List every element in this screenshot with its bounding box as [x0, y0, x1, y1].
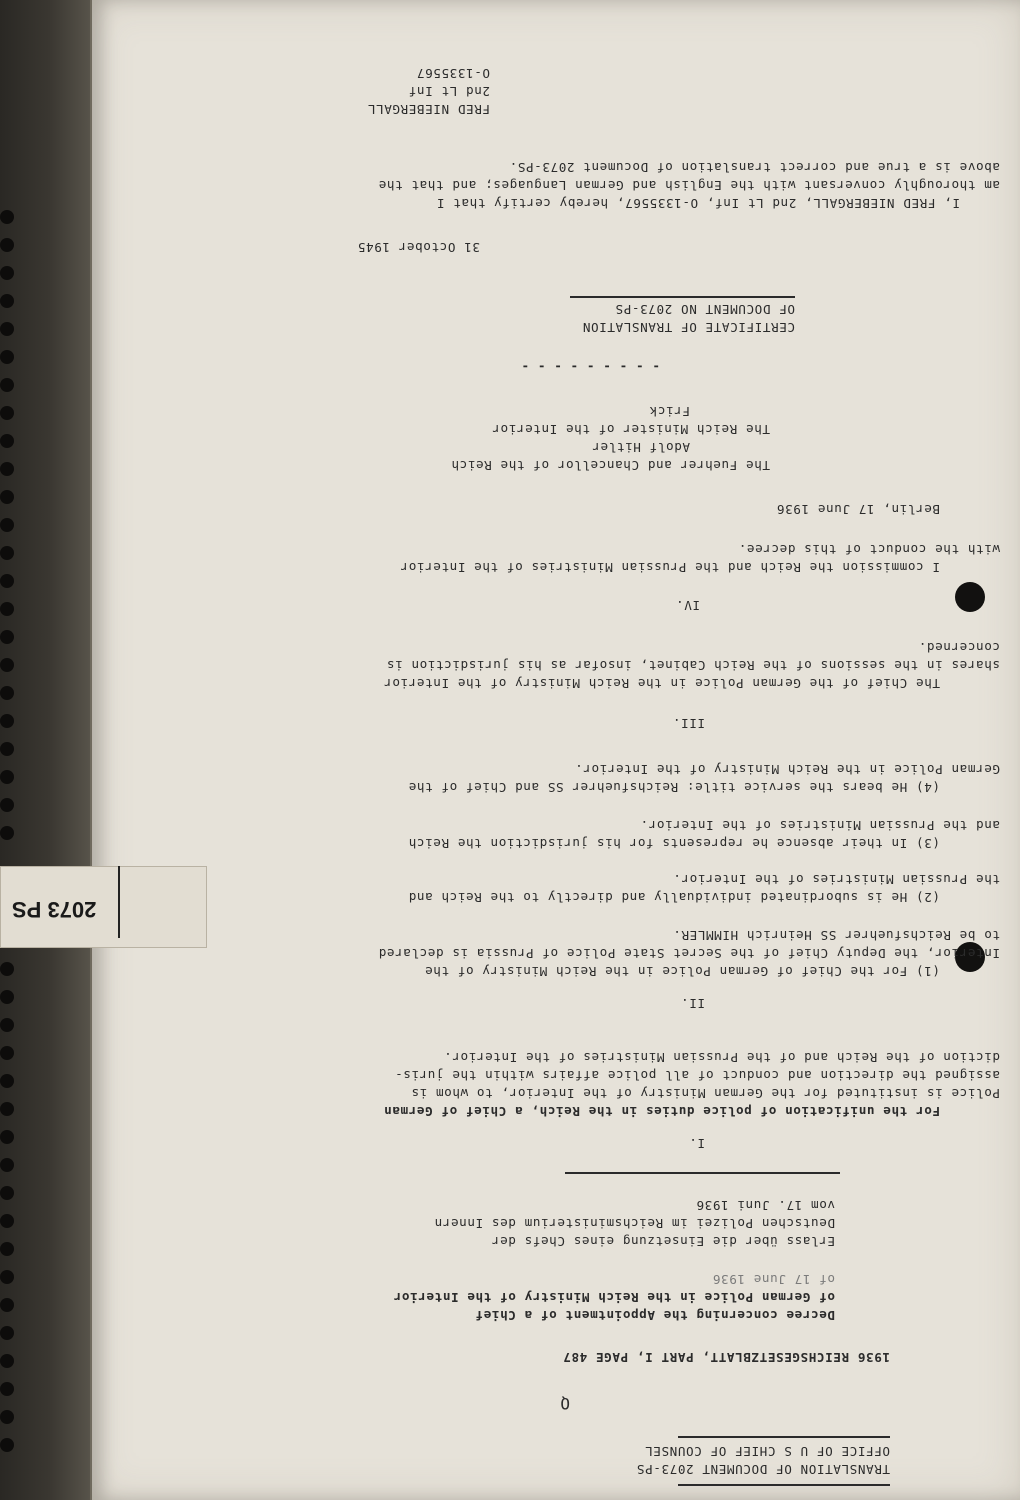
title-german-1: Erlass über die Einsetzung eines Chefs der	[491, 1234, 835, 1249]
section-heading: II.	[680, 996, 705, 1011]
section-3-line: concerned.	[918, 640, 1000, 655]
binder-ring	[0, 630, 14, 644]
section-2-line: (2) He is subordinated individually and directly to the Reich and	[408, 890, 940, 905]
header-rule	[678, 1484, 890, 1486]
binder-ring	[0, 826, 14, 840]
signature-place-date: Berlin, 17 June 1936	[776, 502, 940, 517]
section-4-line: with the conduct of this decree.	[738, 542, 1000, 557]
section-1-line: Police is instituted for the German Ministry of the Interior, to whom is	[410, 1086, 1000, 1101]
title-rule	[565, 1172, 840, 1174]
separator-dashes: - - - - - - - - -	[520, 360, 660, 375]
header-rule	[678, 1436, 890, 1438]
certifier-rank: 2nd Lt Inf	[408, 84, 490, 99]
binder-ring	[0, 406, 14, 420]
section-2-line: German Police in the Reich Ministry of the Interior.	[574, 762, 1000, 777]
binder-ring	[0, 714, 14, 728]
section-1-line: assigned the direction and conduct of all police affairs within the juris-	[394, 1068, 1000, 1083]
binder-ring	[0, 798, 14, 812]
binder-ring	[0, 1326, 14, 1340]
typed-document	[92, 0, 1020, 1500]
binder-ring	[0, 1130, 14, 1144]
title-english-2: of German Police in the Reich Ministry of the Interior	[393, 1290, 835, 1305]
binder-ring	[0, 1074, 14, 1088]
section-heading: III.	[672, 716, 705, 731]
binder-ring	[0, 1382, 14, 1396]
title-english-1: Decree concerning the Appointment of a Chief	[474, 1308, 835, 1323]
binder-ring	[0, 1242, 14, 1256]
certifier-name: FRED NIEBERGALL	[367, 102, 490, 117]
section-2-line: (1) For the Chief of German Police in the Reich Ministry of the	[424, 964, 940, 979]
certificate-date: 31 October 1945	[357, 240, 480, 255]
section-2-line: (3) In their absence he represents for his jurisdiction the Reich	[408, 836, 940, 851]
section-4-line: I commission the Reich and the Prussian Ministries of the Interior	[399, 560, 940, 575]
signature-line: Adolf Hitler	[591, 440, 690, 455]
section-heading: I.	[688, 1136, 705, 1151]
binder-ring	[0, 658, 14, 672]
binder-ring	[0, 1158, 14, 1172]
binder-ring	[0, 1410, 14, 1424]
binder-ring	[0, 238, 14, 252]
binder-ring	[0, 1102, 14, 1116]
binder-ring	[0, 1214, 14, 1228]
section-2-line: and the Prussian Ministries of the Interior.	[639, 818, 1000, 833]
binder-ring	[0, 378, 14, 392]
binder-ring	[0, 1438, 14, 1452]
source-citation: 1936 REICHSGESETZBLATT, PART I, PAGE 487	[562, 1350, 890, 1365]
binder-ring	[0, 462, 14, 476]
signature-line: The Reich Minister of the Interior	[491, 422, 770, 437]
certificate-body-line: am thoroughly conversant with the English and German Languages; and that the	[378, 178, 1000, 193]
section-3-line: shares in the sessions of the Reich Cabinet, insofar as his jurisdiction is	[386, 658, 1000, 673]
section-2-line: (4) He bears the service title: Reichsfuehrer SS and Chief of the	[408, 780, 940, 795]
binder-ring	[0, 210, 14, 224]
binder-ring	[0, 1018, 14, 1032]
section-3-line: The Chief of the German Police in the Reich Ministry of the Interior	[383, 676, 940, 691]
binder-ring	[0, 602, 14, 616]
certificate-body-line: above is a true and correct translation of Document 2073-PS.	[509, 160, 1000, 175]
binder-ring	[0, 518, 14, 532]
binder-ring	[0, 990, 14, 1004]
header-line-1: TRANSLATION OF DOCUMENT 2073-PS	[636, 1462, 890, 1477]
section-2-line: Interior, the Deputy Chief of the Secret State Police of Prussia is declared	[378, 946, 1000, 961]
section-2-line: the Prussian Ministries of the Interior.	[672, 872, 1000, 887]
binder-ring	[0, 322, 14, 336]
binder-ring	[0, 350, 14, 364]
handwritten-mark: Q	[559, 1394, 570, 1413]
binder-ring	[0, 266, 14, 280]
binder-ring	[0, 742, 14, 756]
header-line-2: OFFICE OF U S CHIEF OF COUNSEL	[644, 1444, 890, 1459]
binder-ring	[0, 434, 14, 448]
binder-ring	[0, 1186, 14, 1200]
binder-ring	[0, 1354, 14, 1368]
binder-ring	[0, 546, 14, 560]
certifier-serial: O-1335567	[416, 66, 490, 81]
binder-ring	[0, 1046, 14, 1060]
title-english-3: of 17 June 1936	[712, 1272, 835, 1287]
binder-ring	[0, 490, 14, 504]
title-german-3: vom 17. Juni 1936	[695, 1198, 835, 1213]
signature-line: The Fuehrer and Chancellor of the Reich	[450, 458, 770, 473]
binder-ring	[0, 770, 14, 784]
binder-ring	[0, 1270, 14, 1284]
binder-ring	[0, 686, 14, 700]
section-1-line: For the unification of police duties in the Reich, a Chief of German	[383, 1104, 940, 1119]
binder-ring	[0, 294, 14, 308]
binder-ring	[0, 574, 14, 588]
section-heading: IV.	[675, 598, 700, 613]
binder-ring	[0, 962, 14, 976]
section-2-line: to be Reichsfuehrer SS Heinrich HIMMLER.	[672, 928, 1000, 943]
binder-ring	[0, 1298, 14, 1312]
certificate-title-1: CERTIFICATE OF TRANSLATION	[582, 320, 795, 335]
section-1-line: diction of the Reich and of the Prussian Ministries of the Interior.	[443, 1050, 1000, 1065]
signature-line: Frick	[649, 404, 690, 419]
certificate-body-line: I, FRED NIEBERGALL, 2nd Lt Inf, O-1335567, hereby certify that I	[436, 196, 960, 211]
title-german-2: Deutschen Polizei im Reichsministerium des Innern	[434, 1216, 835, 1231]
certificate-rule	[570, 296, 795, 298]
tab-label: 2073 PS	[12, 897, 97, 922]
certificate-title-2: OF DOCUMENT NO 2073-PS	[614, 302, 795, 317]
